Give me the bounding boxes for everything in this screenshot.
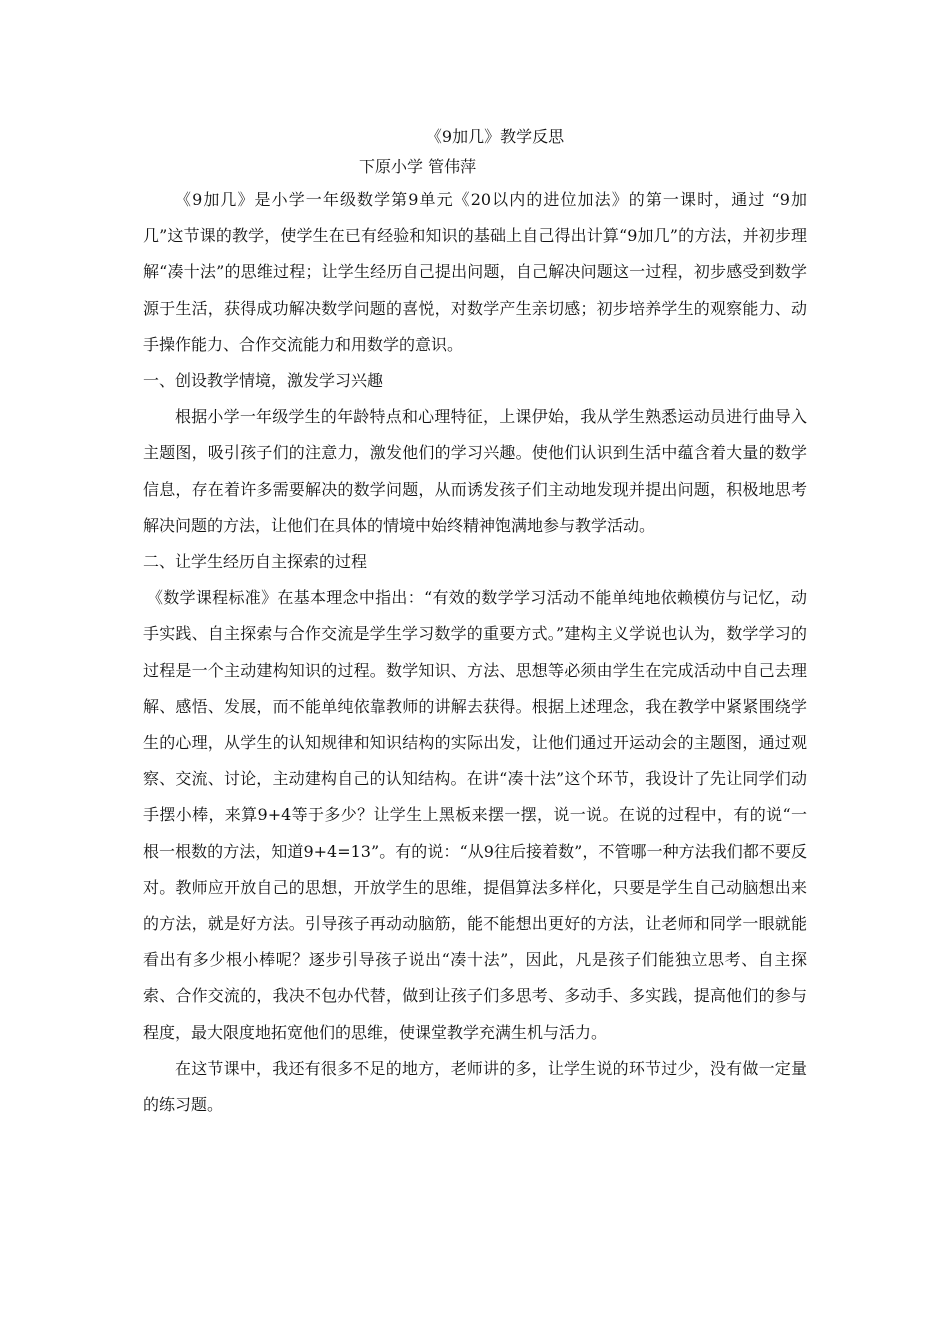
section-2-paragraph: 《数学课程标准》在基本理念中指出：“有效的数学学习活动不能单纯地依赖模仿与记忆，动手实践、自主探索与合作交流是学生学习数学的重要方式。”建构主义学说也认为，数学学习的过程是一个主动建构知识的过程。数学知识、方法、思想等必须由学生在完成活动中自己去理解、感悟、发展，而不能单纯依靠教师的讲解去获得。根据上述理念，我在教学中紧紧围绕学生的心理，从学生的认知规律和知识结构的实际出发，让他们通过开运动会的主题图，通过观察、交流、讨论，主动建构自己的认知结构。在讲“凑十法”这个环节，我设计了先让同学们动手摆小棒，来算9+4等于多少？让学生上黑板来摆一摆，说一说。在说的过程中，有的说“一根一根数的方法，知道9+4=13”。有的说：“从9往后接着数”，不管哪一种方法我们都不要反对。教师应开放自己的思想，开放学生的思维，提倡算法多样化，只要是学生自己动脑想出来的方法，就是好方法。引导孩子再动动脑筋，能不能想出更好的方法，让老师和同学一眼就能看出有多少根小棒呢？逐步引导孩子说出“凑十法”，因此，凡是孩子们能独立思考、自主探索、合作交流的，我决不包办代替，做到让孩子们多思考、多动手、多实践，提高他们的参与程度，最大限度地拓宽他们的思维，使课堂教学充满生机与活力。 bbox=[143, 588, 807, 1042]
document-page bbox=[143, 122, 807, 1123]
section-1-heading: 一、创设教学情境，激发学习兴趣 bbox=[143, 371, 384, 391]
section-2-heading: 二、让学生经历自主探索的过程 bbox=[143, 552, 368, 572]
intro-paragraph: 《9加几》是小学一年级数学第9单元《20以内的进位加法》的第一课时，通过 “9加几”这节课的教学，使学生在已有经验和知识的基础上自己得出计算“9加几”的方法，并初步理解“凑十法”的思维过程；让学生经历自己提出问题，自己解决问题这一过程，初步感受到数学源于生活，获得成功解决数学问题的喜悦，对数学产生亲切感；初步培养学生的观察能力、动手操作能力、合作交流能力和用数学的意识。 bbox=[143, 190, 807, 354]
conclusion-paragraph: 在这节课中，我还有很多不足的地方，老师讲的多，让学生说的环节过少，没有做一定量的练习题。 bbox=[143, 1058, 807, 1115]
author-line: 下原小学 管伟萍 bbox=[359, 157, 477, 176]
document-title: 《9加几》教学反思 bbox=[425, 127, 565, 146]
section-1-paragraph: 根据小学一年级学生的年龄特点和心理特征，上课伊始，我从学生熟悉运动员进行曲导入主题图，吸引孩子们的注意力，激发他们的学习兴趣。使他们认识到生活中蕴含着大量的数学信息，存在着许多需要解决的数学问题，从而诱发孩子们主动地发现并提出问题，积极地思考解决问题的方法，让他们在具体的情境中始终精神饱满地参与教学活动。 bbox=[143, 407, 807, 535]
